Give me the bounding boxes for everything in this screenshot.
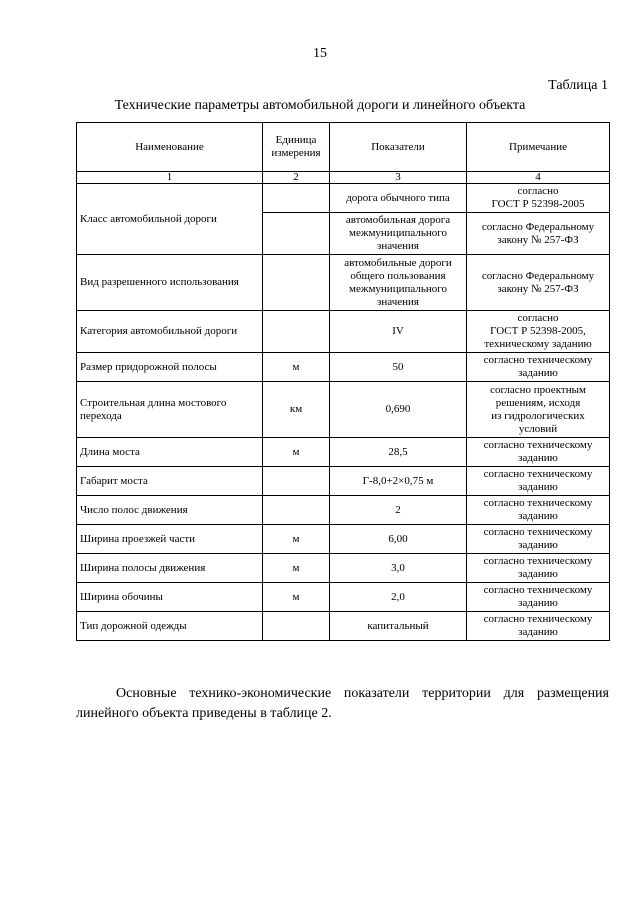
row-name: Ширина проезжей части	[77, 525, 263, 554]
row-name: Строительная длина мостового перехода	[77, 382, 263, 438]
table-header-row	[77, 123, 610, 172]
row-name: Число полос движения	[77, 496, 263, 525]
row-note: согласно Федеральному закону № 257-ФЗ	[467, 255, 610, 311]
row-unit	[263, 612, 330, 641]
row-name: Категория автомобильной дороги	[77, 311, 263, 353]
row-note: согласно Федеральному закону № 257-ФЗ	[467, 213, 610, 255]
table-row	[77, 583, 610, 612]
row-note: согласно техническому заданию	[467, 525, 610, 554]
header-value: Показатели	[330, 123, 467, 172]
table-row	[77, 184, 610, 213]
row-unit: км	[263, 382, 330, 438]
row-unit	[263, 467, 330, 496]
table-row	[77, 554, 610, 583]
row-value: IV	[330, 311, 467, 353]
row-name: Размер придорожной полосы	[77, 353, 263, 382]
row-note: согласно проектным решениям, исходя из гидрологических условий	[467, 382, 610, 438]
row-note: согласно ГОСТ Р 52398-2005	[467, 184, 610, 213]
column-number: 3	[330, 172, 467, 184]
row-unit: м	[263, 438, 330, 467]
table-title: Технические параметры автомобильной дороги и линейного объекта	[114, 98, 526, 113]
row-name: Вид разрешенного использования	[77, 255, 263, 311]
table-row	[77, 612, 610, 641]
row-name: Ширина обочины	[77, 583, 263, 612]
table-row	[77, 353, 610, 382]
row-note: согласно техническому заданию	[467, 583, 610, 612]
row-value: 3,0	[330, 554, 467, 583]
row-value: 50	[330, 353, 467, 382]
row-note: согласно техническому заданию	[467, 467, 610, 496]
table-row	[77, 382, 610, 438]
table-row	[77, 311, 610, 353]
table-row	[77, 438, 610, 467]
column-number: 2	[263, 172, 330, 184]
row-value: 6,00	[330, 525, 467, 554]
row-name: Длина моста	[77, 438, 263, 467]
row-value: капитальный	[330, 612, 467, 641]
header-note: Примечание	[467, 123, 610, 172]
row-note: согласно техническому заданию	[467, 496, 610, 525]
column-number: 4	[467, 172, 610, 184]
header-name: Наименование	[77, 123, 263, 172]
row-value: 0,690	[330, 382, 467, 438]
row-note: согласно техническому заданию	[467, 612, 610, 641]
row-value: 2	[330, 496, 467, 525]
row-value: автомобильные дороги общего пользования межмуниципального значения	[330, 255, 467, 311]
column-number-row	[77, 172, 610, 184]
row-note: согласно техническому заданию	[467, 554, 610, 583]
table-row	[77, 496, 610, 525]
row-value: 28,5	[330, 438, 467, 467]
row-name: Класс автомобильной дороги	[77, 184, 263, 255]
row-name: Тип дорожной одежды	[77, 612, 263, 641]
header-unit: Единица измерения	[263, 123, 330, 172]
table-row	[77, 525, 610, 554]
row-unit	[263, 213, 330, 255]
row-unit	[263, 255, 330, 311]
table-row	[77, 255, 610, 311]
row-unit	[263, 496, 330, 525]
row-note: согласно техническому заданию	[467, 438, 610, 467]
row-note: согласно техническому заданию	[467, 353, 610, 382]
row-value: дорога обычного типа	[330, 184, 467, 213]
row-unit: м	[263, 353, 330, 382]
table-row	[77, 467, 610, 496]
row-value: Г-8,0+2×0,75 м	[330, 467, 467, 496]
row-value: автомобильная дорога межмуниципального значения	[330, 213, 467, 255]
row-value: 2,0	[330, 583, 467, 612]
parameters-table	[76, 122, 610, 641]
column-number: 1	[77, 172, 263, 184]
row-unit	[263, 184, 330, 213]
row-note: согласно ГОСТ Р 52398-2005, техническому заданию	[467, 311, 610, 353]
row-unit: м	[263, 554, 330, 583]
row-unit	[263, 311, 330, 353]
row-name: Габарит моста	[77, 467, 263, 496]
page-number: 15	[313, 46, 327, 61]
row-name: Ширина полосы движения	[77, 554, 263, 583]
footer-paragraph: Основные технико-экономические показатели территории для размещения линейного объекта приведены в таблице 2.	[76, 686, 609, 721]
row-unit: м	[263, 525, 330, 554]
table-caption: Таблица 1	[548, 78, 608, 93]
row-unit: м	[263, 583, 330, 612]
